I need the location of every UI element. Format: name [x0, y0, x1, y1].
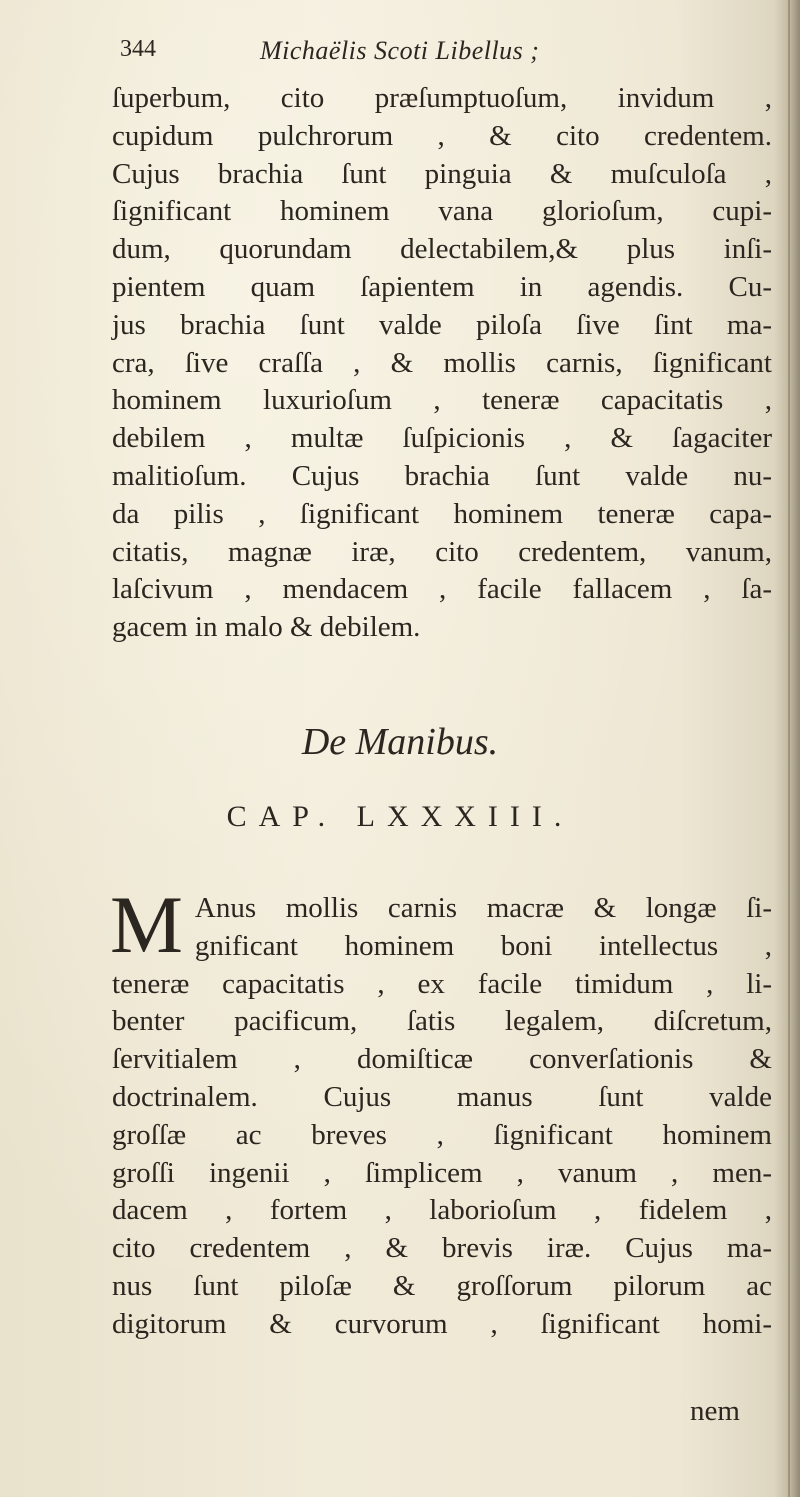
text-line: pientem quam ſapientem in agendis. Cu-	[112, 270, 772, 303]
text-line: gacem in malo & debilem.	[112, 611, 421, 644]
text-line: cra, ſive craſſa , & mollis carnis, ſignificant	[112, 346, 772, 379]
paragraph-hands	[110, 879, 772, 1344]
text-line: dum, quorundam delectabilem,& plus inſi-	[112, 233, 772, 266]
text-line: digitorum & curvorum , ſignificant homi-	[112, 1307, 772, 1340]
text-line: malitioſum. Cujus brachia ſunt valde nu-	[112, 459, 772, 492]
catchword: nem	[690, 1395, 740, 1427]
text-line: nus ſunt piloſæ & groſſorum pilorum ac	[112, 1269, 772, 1302]
section-title: De Manibus.	[301, 721, 499, 763]
text-line: Anus mollis carnis macræ & longæ ſi-	[194, 892, 772, 924]
text-line: teneræ capacitatis , ex facile timidum , li-	[112, 967, 772, 1000]
text-line: Cujus brachia ſunt pinguia & muſculoſa ,	[112, 157, 772, 190]
text-line: gnificant hominem boni intellectus ,	[194, 929, 772, 962]
page-header	[120, 36, 680, 76]
text-line: cito credentem , & brevis iræ. Cujus ma-	[112, 1232, 772, 1265]
text-line: debilem , multæ ſuſpicionis , & ſagaciter	[112, 422, 772, 455]
chapter-heading: CAP. LXXXIII.	[226, 800, 574, 833]
text-line: benter pacificum, ſatis legalem, diſcretum,	[112, 1005, 772, 1038]
drop-cap-initial: M	[110, 879, 183, 970]
text-line: da pilis , ſignificant hominem teneræ capa-	[112, 497, 772, 530]
text-line: citatis, magnæ iræ, cito credentem, vanum,	[112, 535, 772, 568]
text-line: ſervitialem , domiſticæ converſationis &	[112, 1043, 772, 1076]
text-line: groſſæ ac breves , ſignificant hominem	[112, 1118, 772, 1151]
text-line: groſſi ingenii , ſimplicem , vanum , men-	[112, 1156, 772, 1189]
text-line: laſcivum , mendacem , facile fallacem , ſa-	[112, 573, 772, 606]
running-title: Michaëlis Scoti Libellus ;	[260, 36, 540, 65]
text-line: hominem luxurioſum , teneræ capacitatis ,	[112, 384, 772, 417]
text-line: cupidum pulchrorum , & cito credentem.	[112, 119, 772, 152]
text-line: doctrinalem. Cujus manus ſunt valde	[112, 1080, 772, 1113]
text-line: ſuperbum, cito præſumptuoſum, invidum ,	[112, 82, 772, 114]
page-number: 344	[120, 36, 156, 62]
text-line: jus brachia ſunt valde piloſa ſive ſint ma-	[112, 308, 772, 341]
paragraph-arms	[112, 80, 772, 647]
text-line: dacem , fortem , laborioſum , fidelem ,	[112, 1194, 772, 1227]
text-line: ſignificant hominem vana glorioſum, cupi-	[112, 195, 772, 228]
